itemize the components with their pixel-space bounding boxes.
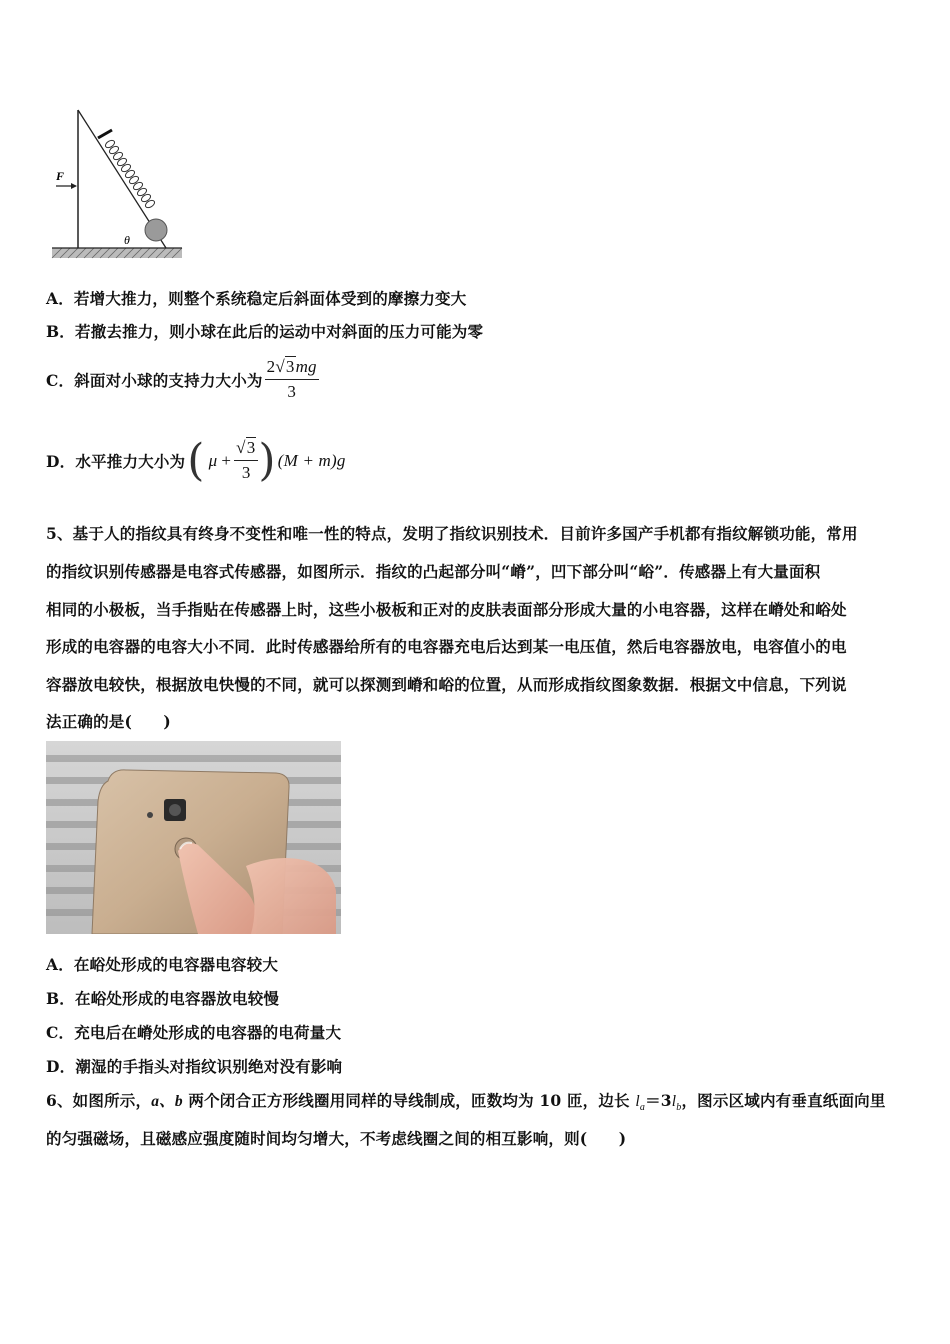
- q5-line-4: 形成的电容器的电容大小不同．此时传感器给所有的电容器充电后达到某一电压值，然后电容器放电，电容值小的电: [46, 637, 847, 656]
- q6-var-la-sub: a: [639, 1102, 646, 1114]
- q4-option-c: [46, 357, 319, 402]
- q5-line-1: 5、基于人的指纹具有终身不变性和唯一性的特点，发明了指纹识别技术．目前许多国产手机都有指纹解锁功能，常用: [46, 524, 858, 543]
- q4-option-b: B．若撤去推力，则小球在此后的运动中对斜面的压力可能为零: [46, 322, 484, 341]
- c-num-tail: mg: [295, 357, 317, 376]
- spring-mount: [98, 130, 112, 138]
- q6-var-la: l: [635, 1093, 640, 1110]
- q5-option-d: D．潮湿的手指头对指纹识别绝对没有影响: [46, 1057, 343, 1076]
- q6-text-a: 6、如图所示，: [46, 1091, 152, 1110]
- q5-line-5: 容器放电较快，根据放电快慢的不同，就可以探测到嵴和峪的位置，从而形成指纹图象数据．根据文中信息，下列说: [46, 675, 847, 694]
- d-frac-rad: 3: [246, 438, 256, 457]
- q4-option-c-fraction: [265, 357, 319, 402]
- incline-figure: [46, 98, 186, 268]
- q5-option-c: C．充电后在嵴处形成的电容器的电荷量大: [46, 1023, 342, 1042]
- q6-var-lb-sub: b: [676, 1102, 682, 1114]
- q6-text-c: ，图示区域内有垂直纸面向里: [681, 1091, 886, 1110]
- label-F: F: [56, 169, 65, 183]
- c-den: 3: [287, 382, 297, 401]
- sqrt-icon: √: [236, 438, 246, 457]
- q6-var-lb: l: [671, 1093, 677, 1110]
- sqrt-icon: √: [275, 357, 285, 376]
- d-plus: +: [221, 450, 232, 470]
- c-num-coef: 2: [266, 357, 276, 376]
- q4-option-d: [46, 434, 346, 486]
- q4-option-d-text: D．水平推力大小为: [46, 451, 186, 471]
- q6-text-b: 两个闭合正方形线圈用同样的导线制成，匝数均为 10 匝，边长: [182, 1091, 636, 1110]
- fingerprint-phone-photo: [46, 741, 341, 934]
- q5-line-3: 相同的小极板，当手指贴在传感器上时，这些小极板和正对的皮肤表面部分形成大量的小电容器，这样在嵴处和峪处: [46, 600, 847, 619]
- q5-option-b: B．在峪处形成的电容器放电较慢: [46, 989, 280, 1008]
- d-frac-den: 3: [241, 463, 251, 482]
- left-paren: (: [187, 434, 205, 486]
- q6-var-ab: a、b: [151, 1093, 183, 1110]
- q6-line-2: 的匀强磁场，且磁感应强度随时间均匀增大，不考虑线圈之间的相互影响，则( ): [46, 1129, 627, 1148]
- label-theta: θ: [124, 233, 130, 247]
- q6-line-1: [46, 1089, 886, 1113]
- d-tail: (M + m)g: [277, 450, 346, 470]
- force-arrow-head: [71, 183, 77, 189]
- ball: [145, 219, 167, 241]
- q5-line-2: 的指纹识别传感器是电容式传感器，如图所示．指纹的凸起部分叫“嵴”，凹下部分叫“峪”．传感器上有大量面积: [46, 562, 821, 581]
- q4-option-d-fraction: [234, 438, 258, 483]
- q5-option-a: A．在峪处形成的电容器电容较大: [46, 955, 279, 974]
- q6-text-eq: ＝3: [645, 1091, 672, 1110]
- right-paren: ): [258, 434, 276, 486]
- q4-option-c-text: C．斜面对小球的支持力大小为: [46, 370, 263, 390]
- q4-option-a: A．若增大推力，则整个系统稳定后斜面体受到的摩擦力变大: [46, 289, 467, 308]
- d-mu: μ: [208, 450, 218, 470]
- spring: [104, 139, 156, 209]
- q5-line-6: 法正确的是( ): [46, 712, 171, 731]
- c-num-rad: 3: [285, 357, 295, 376]
